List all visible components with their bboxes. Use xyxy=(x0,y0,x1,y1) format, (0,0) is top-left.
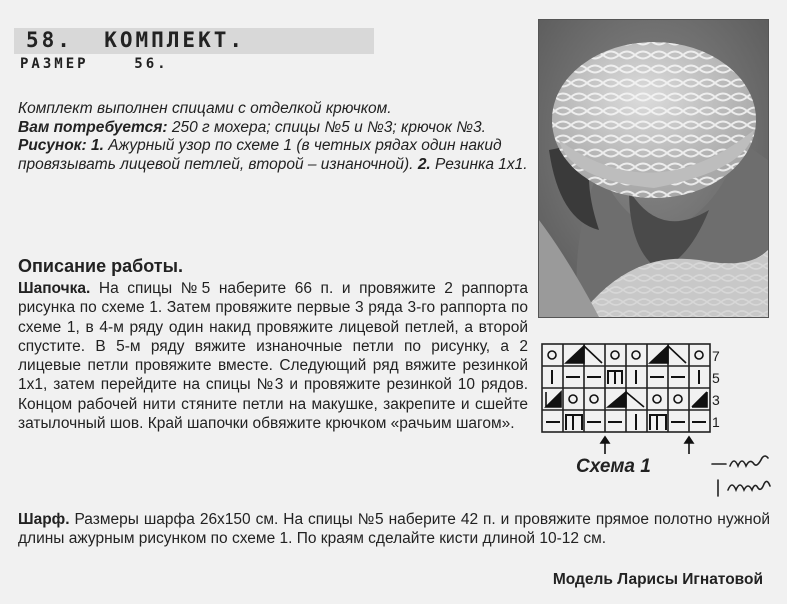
intro-line: Комплект выполнен спицами с отделкой крючком. xyxy=(18,100,392,117)
scarf-text: Размеры шарфа 26x150 см. На спицы №5 наберите 42 п. и провяжите прямое полотно нужной длины ажурным рисунком по схеме 1. По краям сделайте кисти длиной 10-12 см. xyxy=(18,511,770,548)
chart-caption: Схема 1 xyxy=(576,456,651,477)
hat-text: На спицы №5 наберите 66 п. и провяжите 2 раппорта рисунка по схеме 1. Затем провяжите первые 3 ряда 3-го раппорта по схеме 1, в 4-м ряду один накид провяжите лицевой петлей, а второй спустите. В 5-м ряду вяжите изнаночные петли по рисунку, а 2 лицевые петли провяжите вместе. Следующий ряд вяжите резинкой 1x1, затем перейдите на спицы №3 и провяжите резинкой 10 рядов. Концом рабочей нити стяните петли на макушке, закрепите и сшейте затылочный шов. Край шапочки обвяжите крючком «рачьим шагом». xyxy=(18,280,528,433)
row-number-3: 3 xyxy=(712,392,720,408)
author-credit: Модель Ларисы Игнатовой xyxy=(552,571,763,588)
knitting-chart xyxy=(540,342,740,447)
hat-photo xyxy=(538,19,769,318)
size-label: РАЗМЕР 56. xyxy=(20,56,169,72)
pattern-text-1: Ажурный узор по схеме 1 (в четных рядах один накид провязывать лицевой петлей, второй – изнаночной). xyxy=(18,137,502,173)
row-number-1: 1 xyxy=(712,414,720,430)
hat-photo-image xyxy=(539,20,768,317)
chart-diagram xyxy=(540,342,740,442)
handwritten-note xyxy=(708,450,783,500)
pattern-text-2: Резинка 1x1. xyxy=(430,155,528,173)
scarf-label: Шарф. xyxy=(18,511,70,528)
pattern-label: Рисунок: 1. xyxy=(18,137,104,154)
intro-block xyxy=(18,100,533,174)
pattern-number-2: 2. xyxy=(417,155,431,173)
hat-instructions xyxy=(18,279,528,433)
page-title: 58. КОМПЛЕКТ. xyxy=(26,28,246,52)
hat-label: Шапочка. xyxy=(18,280,91,297)
row-number-5: 5 xyxy=(712,370,720,386)
materials-text: 250 г мохера; спицы №5 и №3; крючок №3. xyxy=(167,118,486,136)
row-number-7: 7 xyxy=(712,348,720,364)
materials-label: Вам потребуется: xyxy=(18,118,168,136)
section-title: Описание работы. xyxy=(18,256,183,276)
scarf-instructions xyxy=(18,510,770,549)
